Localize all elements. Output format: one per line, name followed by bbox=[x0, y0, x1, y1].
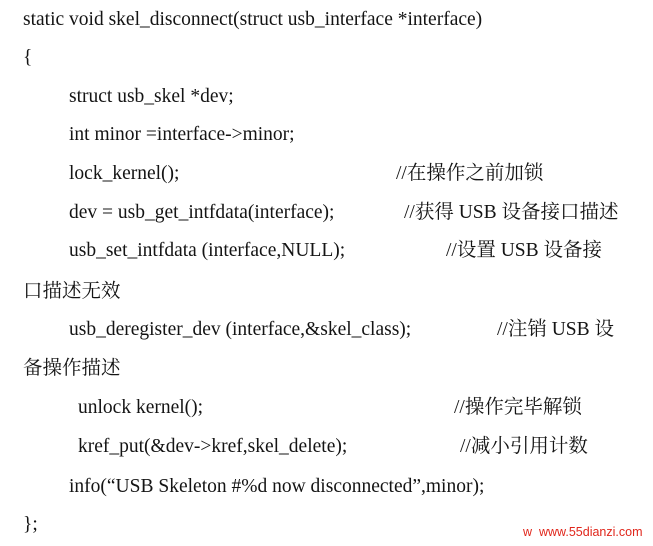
code-line: dev = usb_get_intfdata(interface); bbox=[69, 202, 335, 223]
code-line: { bbox=[23, 47, 33, 68]
code-comment: //减小引用计数 bbox=[460, 436, 588, 457]
code-comment: //获得 USB 设备接口描述 bbox=[404, 202, 619, 223]
code-line: info(“USB Skeleton #%d now disconnected”,minor); bbox=[69, 476, 485, 497]
code-line: kref_put(&dev->kref,skel_delete); bbox=[78, 436, 348, 457]
code-line: int minor =interface->minor; bbox=[69, 124, 295, 145]
code-line: usb_deregister_dev (interface,&skel_class); bbox=[69, 319, 412, 340]
code-line: usb_set_intfdata (interface,NULL); bbox=[69, 240, 346, 261]
code-line: lock_kernel(); bbox=[69, 163, 180, 184]
code-comment: //操作完毕解锁 bbox=[454, 397, 582, 418]
code-line: struct usb_skel *dev; bbox=[69, 86, 234, 107]
code-line: unlock kernel(); bbox=[78, 397, 204, 418]
code-comment: //在操作之前加锁 bbox=[396, 163, 544, 184]
watermark-text: w www.55dianzi.com bbox=[523, 525, 643, 539]
code-line: }; bbox=[23, 514, 38, 535]
code-comment: //设置 USB 设备接 bbox=[446, 240, 603, 261]
code-line: static void skel_disconnect(struct usb_interface *interface) bbox=[23, 9, 483, 30]
code-comment-continuation: 口描述无效 bbox=[23, 281, 121, 302]
code-comment: //注销 USB 设 bbox=[497, 319, 615, 340]
code-comment-continuation: 备操作描述 bbox=[23, 358, 121, 379]
